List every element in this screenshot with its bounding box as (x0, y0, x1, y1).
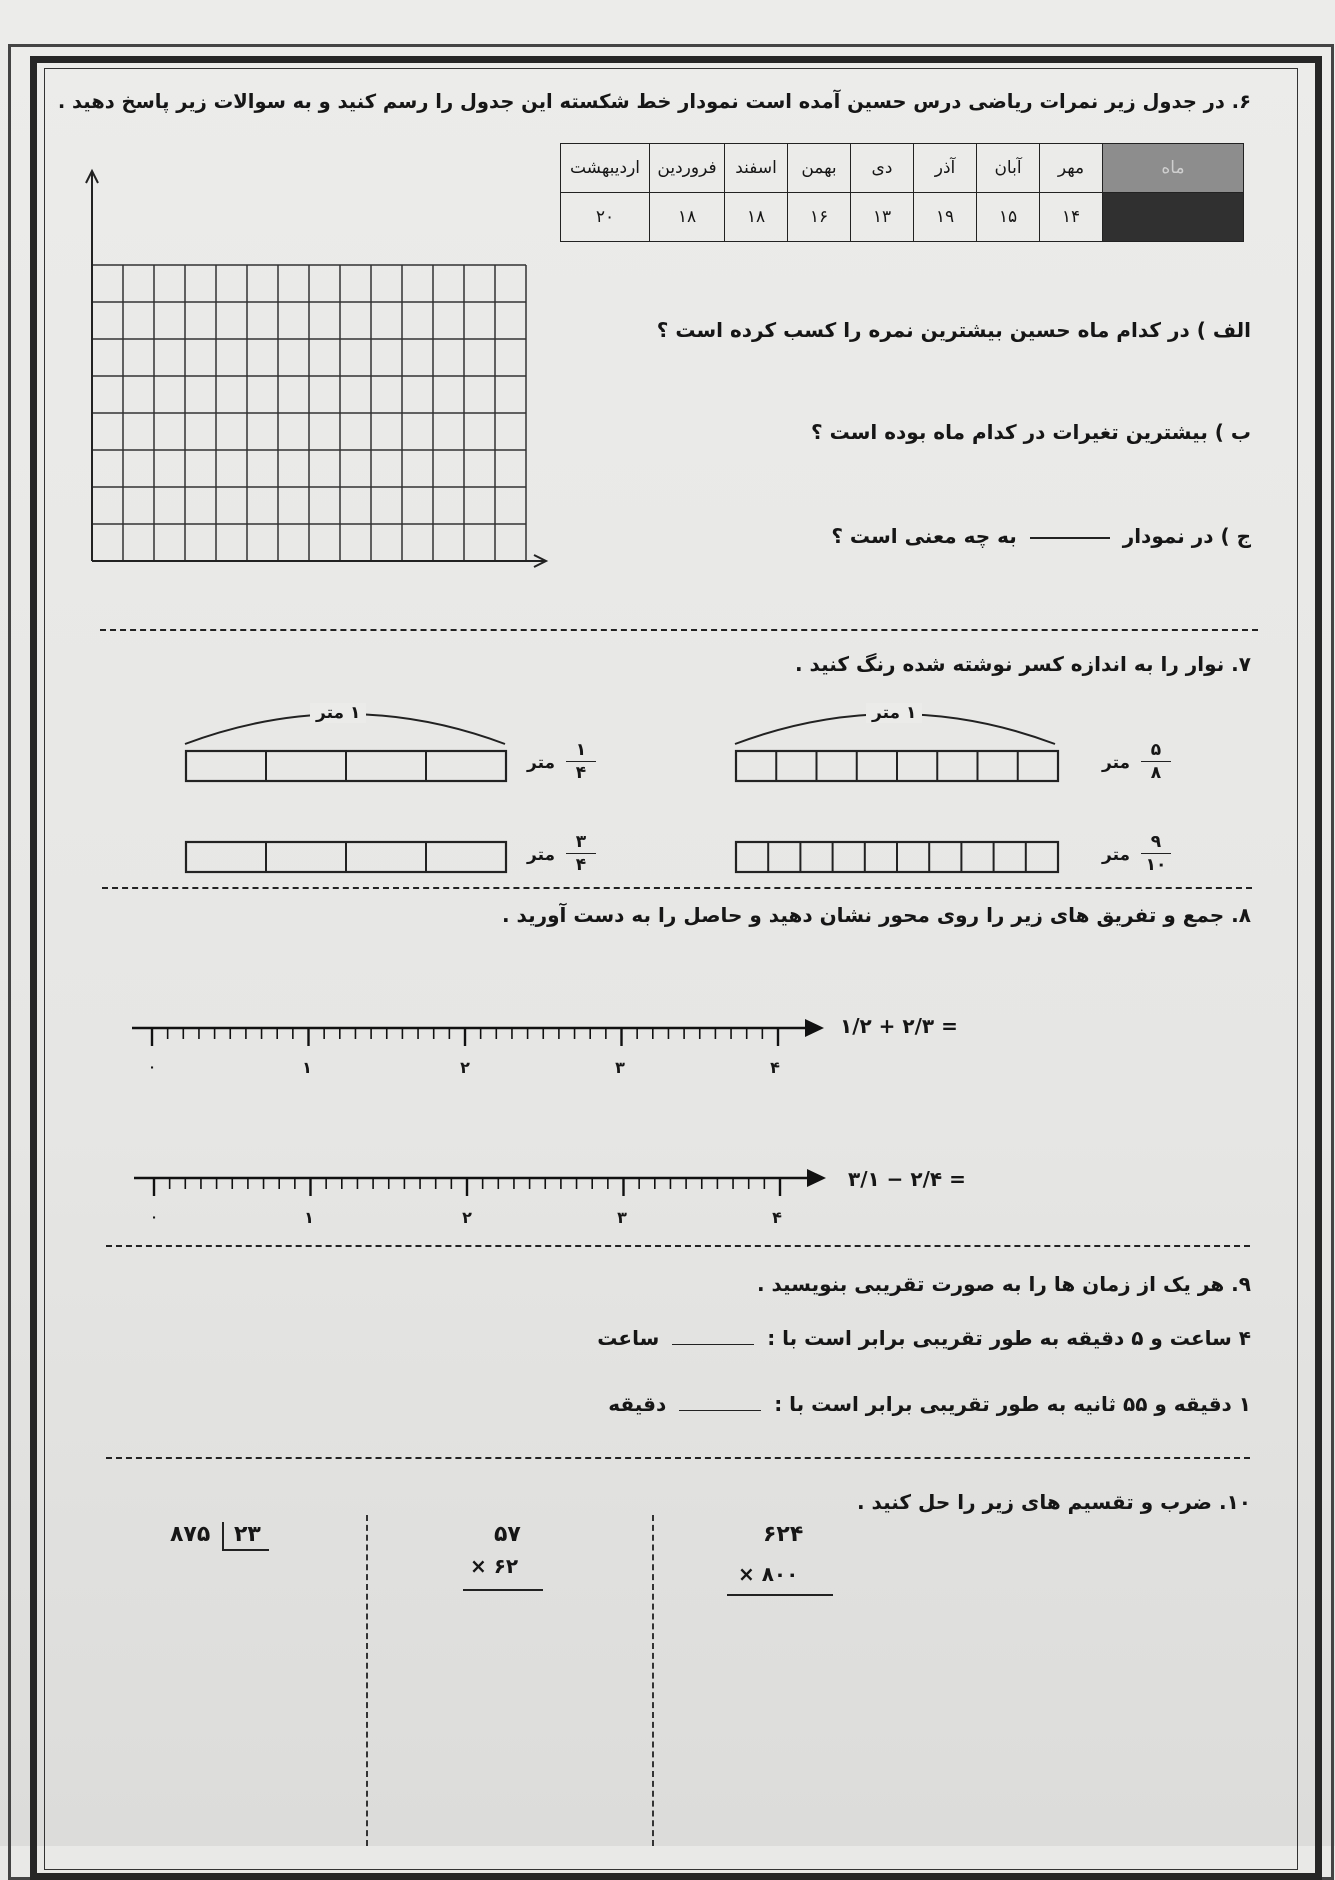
column-divider (366, 1515, 368, 1846)
grades-header-row (561, 144, 1244, 193)
meter-label: ۱ متر (310, 703, 366, 723)
q9-question: ۹. هر یک از زمان ها را به صورت تقریبی بنویسید . (756, 1272, 1251, 1296)
q6-question: ۶. در جدول زیر نمرات ریاضی درس حسین آمده است نمودار خط شکسته این جدول را رسم کنید و به سوالات زیر پاسخ دهید . (57, 90, 1251, 113)
unit-meter: متر (527, 753, 556, 773)
section-divider (102, 887, 1252, 889)
mult1-underline (727, 1594, 833, 1596)
section-divider (100, 629, 1258, 631)
score-cell: ۱۸ (650, 193, 725, 242)
month-cell: مهر (1040, 144, 1103, 193)
section-divider (106, 1245, 1250, 1247)
mult2-top: ۵۷ (494, 1522, 521, 1547)
q6-sub-c (831, 524, 1251, 548)
q6-sub-b: ب ) بیشترین تغیرات در کدام ماه بوده است ؟ (811, 420, 1251, 444)
axis-label: ۲ (460, 1058, 470, 1077)
axis-arrowhead (805, 1019, 824, 1037)
score-cell: ۱۴ (1040, 193, 1103, 242)
month-cell: اردیبهشت (561, 144, 650, 193)
unit-meter: متر (1102, 845, 1131, 865)
fraction-bar-1-4[interactable] (184, 749, 508, 783)
fraction-bar-5-8[interactable] (734, 749, 1060, 783)
month-cell: فروردین (650, 144, 725, 193)
axis-label: ۰ (150, 1210, 158, 1224)
section-divider (106, 1457, 1250, 1459)
answer-blank-line[interactable] (679, 1410, 761, 1411)
q10-question: ۱۰. ضرب و تقسیم های زیر را حل کنید . (856, 1490, 1251, 1514)
q6-sub-a: الف ) در کدام ماه حسین بیشترین نمره را کسب کرده است ؟ (656, 318, 1251, 342)
q9-line2 (608, 1392, 1251, 1416)
meter-label: ۱ متر (866, 703, 922, 723)
div-divisor: ۲۳ (222, 1522, 269, 1551)
q9-line1-text: ۴ ساعت و ۵ دقیقه به طور تقریبی برابر است با : (767, 1326, 1251, 1350)
grades-score-row (561, 193, 1244, 242)
score-cell: ۲۰ (561, 193, 650, 242)
answer-blank-line[interactable] (1030, 537, 1110, 539)
q9-line2-unit: دقیقه (608, 1392, 667, 1416)
axis-label: ۱ (304, 1208, 314, 1227)
axis-label: ۳ (617, 1208, 627, 1227)
fraction-bar-3-4[interactable] (184, 840, 508, 874)
q9-line2-text: ۱ دقیقه و ۵۵ ثانیه به طور تقریبی برابر است با : (774, 1392, 1251, 1416)
unit-meter: متر (1102, 753, 1131, 773)
month-header-cell: ماه (1103, 144, 1244, 193)
month-cell: بهمن (788, 144, 851, 193)
q7-question: ۷. نوار را به اندازه کسر نوشته شده رنگ کنید . (794, 652, 1251, 676)
q6-sub-c-suffix: به چه معنی است ؟ (831, 524, 1017, 548)
unit-meter: متر (527, 845, 556, 865)
axis-label: ۲ (462, 1208, 472, 1227)
axis-label: ۴ (770, 1058, 780, 1077)
div-dividend: ۸۷۵ (170, 1522, 211, 1547)
month-cell: آذر (914, 144, 977, 193)
score-cell: ۱۶ (788, 193, 851, 242)
score-cell: ۱۵ (977, 193, 1040, 242)
mult1-top: ۶۲۴ (763, 1522, 804, 1547)
q8-question: ۸. جمع و تفریق های زیر را روی محور نشان دهید و حاصل را به دست آورید . (501, 903, 1251, 927)
column-divider (652, 1515, 654, 1846)
answer-blank-line[interactable] (672, 1344, 754, 1345)
fraction-9-10: ۹ ۱۰ (1141, 831, 1171, 876)
q6-sub-c-prefix: ج ) در نمودار (1122, 524, 1251, 548)
fraction-5-8: ۵ ۸ (1141, 739, 1171, 784)
q9-line1-unit: ساعت (597, 1326, 660, 1350)
month-cell: دی (851, 144, 914, 193)
mult1-bottom: × ۸۰۰ (738, 1562, 799, 1586)
axis-label: ۰ (148, 1060, 156, 1074)
mult2-underline (463, 1589, 543, 1591)
score-cell: ۱۳ (851, 193, 914, 242)
number-line[interactable] (132, 1160, 832, 1200)
axis-arrowhead (807, 1169, 826, 1187)
month-cell: آبان (977, 144, 1040, 193)
axis-label: ۳ (615, 1058, 625, 1077)
number-line[interactable] (130, 1010, 830, 1050)
empty-graph-grid[interactable] (78, 165, 552, 575)
fraction-1-4: ۱ ۴ (566, 739, 596, 784)
fraction-bar-9-10[interactable] (734, 840, 1060, 874)
fraction-3-4: ۳ ۴ (566, 831, 596, 876)
axis-label: ۱ (302, 1058, 312, 1077)
q8-expression: ۱/۲ + ۲/۳ = (840, 1014, 958, 1038)
mult2-bottom: × ۶۲ (470, 1554, 519, 1578)
month-cell: اسفند (725, 144, 788, 193)
q8-expression: ۳/۱ − ۲/۴ = (848, 1167, 966, 1191)
q9-line1 (597, 1326, 1251, 1350)
score-cell: ۱۹ (914, 193, 977, 242)
axis-label: ۴ (772, 1208, 782, 1227)
score-cell: ۱۸ (725, 193, 788, 242)
score-header-cell (1103, 193, 1244, 242)
grades-table (560, 143, 1244, 242)
